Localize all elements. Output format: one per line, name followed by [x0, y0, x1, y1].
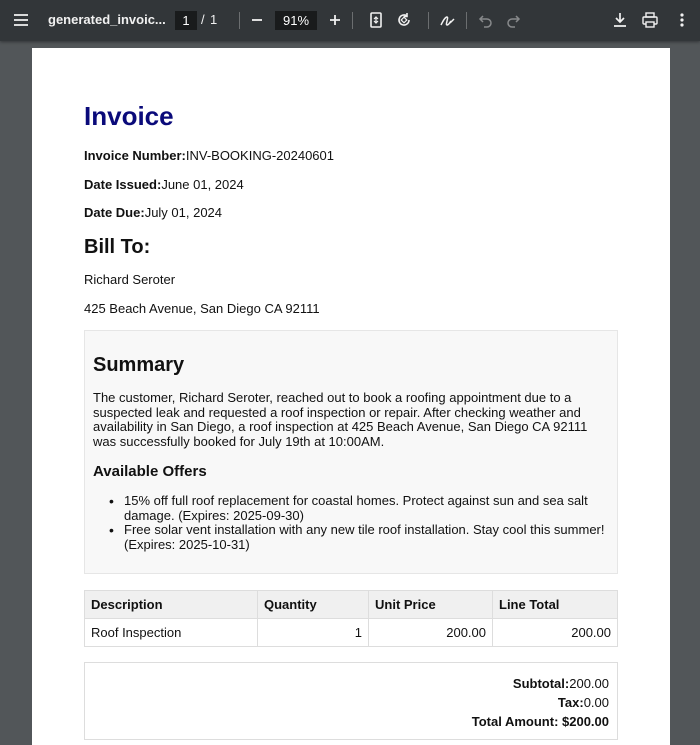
- zoom-out-icon[interactable]: [247, 10, 267, 30]
- invoice-number-value: INV-BOOKING-20240601: [185, 148, 334, 163]
- undo-icon[interactable]: [476, 10, 496, 30]
- redo-icon[interactable]: [503, 10, 523, 30]
- date-issued-value: June 01, 2024: [161, 177, 244, 192]
- subtotal-label: Subtotal:: [512, 676, 570, 691]
- table-row: [85, 619, 618, 647]
- page-separator: /: [201, 12, 205, 27]
- date-due-value: July 01, 2024: [144, 205, 223, 220]
- total-amount: Total Amount: $200.00: [471, 714, 609, 729]
- more-options-icon[interactable]: [672, 10, 692, 30]
- invoice-number-line: [84, 148, 334, 163]
- pdf-toolbar: [0, 0, 700, 41]
- annotate-pen-icon[interactable]: [437, 10, 457, 30]
- toolbar-divider: [352, 12, 353, 29]
- tax-line: [558, 695, 609, 710]
- customer-name: Richard Seroter: [84, 272, 176, 287]
- summary-box: [84, 330, 618, 574]
- date-issued-line: [84, 177, 244, 192]
- table-header-row: [85, 591, 618, 619]
- date-due-line: [84, 205, 222, 220]
- zoom-in-icon[interactable]: [325, 10, 345, 30]
- subtotal-value: 200.00: [569, 676, 609, 691]
- total-pages: 1: [210, 12, 218, 27]
- bill-to-heading: Bill To:: [84, 236, 151, 258]
- tax-value: 0.00: [583, 695, 609, 710]
- date-issued-label: Date Issued:: [84, 177, 162, 192]
- column-header: Description: [85, 591, 258, 619]
- invoice-number-label: Invoice Number:: [84, 148, 186, 163]
- file-name: generated_invoic...: [48, 12, 166, 27]
- toolbar-divider: [239, 12, 240, 29]
- subtotal-line: [513, 676, 609, 691]
- invoice-title: Invoice: [84, 101, 174, 131]
- line-items-table: [84, 590, 618, 647]
- customer-address: 425 Beach Avenue, San Diego CA 92111: [84, 301, 320, 316]
- column-header: Quantity: [258, 591, 369, 619]
- date-due-label: Date Due:: [84, 205, 145, 220]
- summary-text: The customer, Richard Seroter, reached out to book a roofing appointment due to a suspected leak and requested a roof inspection or repair. After checking weather and availability in San Diego, a roof inspection at 425 Beach Avenue, San Diego CA 92111 was successfully booked for July 19th at 10:00AM.: [93, 390, 588, 449]
- offers-heading: Available Offers: [93, 463, 207, 480]
- toolbar-divider: [466, 12, 467, 29]
- table-cell: 200.00: [369, 619, 493, 647]
- pdf-page: [32, 48, 670, 745]
- zoom-level-input[interactable]: 91%: [275, 11, 317, 30]
- print-icon[interactable]: [640, 10, 660, 30]
- download-icon[interactable]: [610, 10, 630, 30]
- list-item: • Free solar vent installation with any new tile roof installation. Stay cool this summer! (Expires: 2025-10-31): [93, 523, 608, 552]
- offers-list: [93, 494, 608, 552]
- page-number-input[interactable]: 1: [175, 11, 197, 30]
- rotate-icon[interactable]: [394, 10, 414, 30]
- toolbar-divider: [428, 12, 429, 29]
- menu-icon[interactable]: [11, 10, 31, 30]
- column-header: Unit Price: [369, 591, 493, 619]
- table-cell: 200.00: [493, 619, 618, 647]
- summary-heading: Summary: [93, 354, 185, 376]
- table-cell: Roof Inspection: [85, 619, 258, 647]
- fit-page-icon[interactable]: [366, 10, 386, 30]
- totals-box: [84, 662, 618, 740]
- tax-label: Tax:: [557, 695, 584, 710]
- table-cell: 1: [258, 619, 369, 647]
- column-header: Line Total: [493, 591, 618, 619]
- list-item: • 15% off full roof replacement for coastal homes. Protect against sun and sea salt damage. (Expires: 2025-09-30): [93, 494, 608, 523]
- total-amount-line: [472, 714, 609, 729]
